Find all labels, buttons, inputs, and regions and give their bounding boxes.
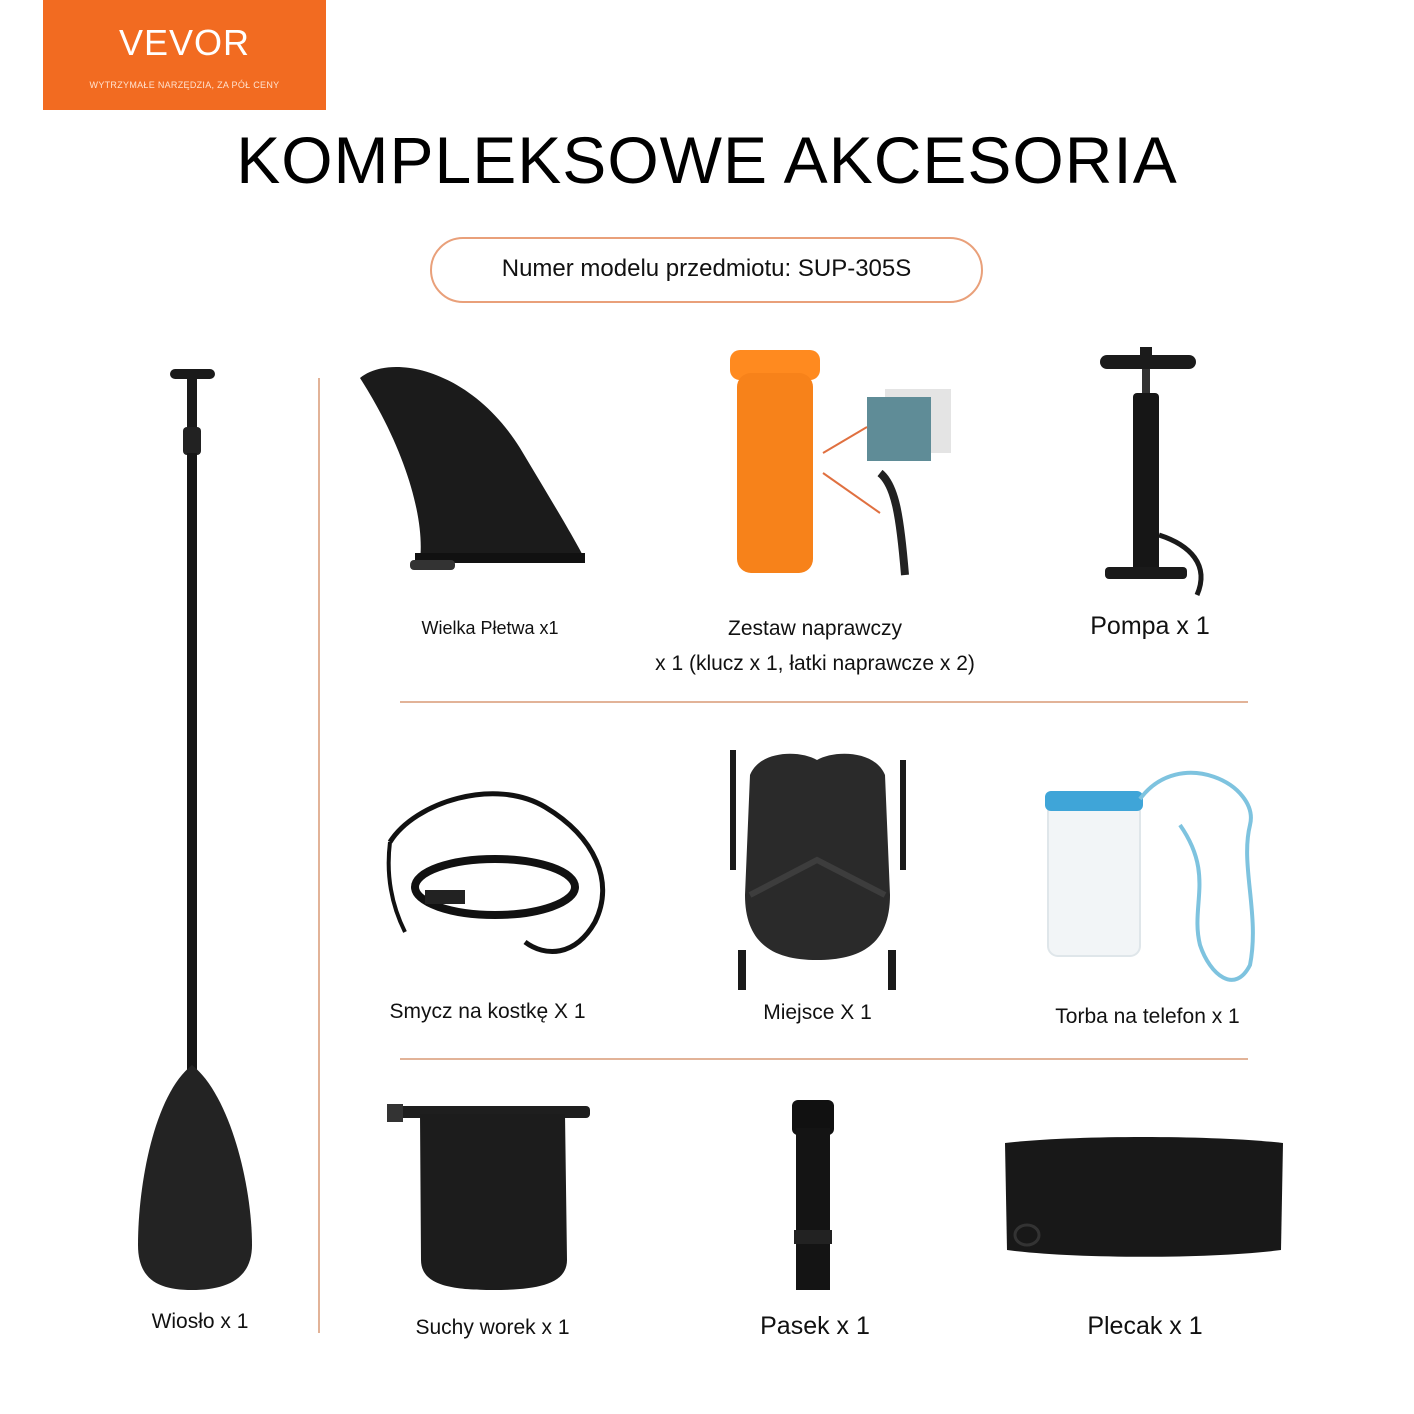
repair-kit-icon bbox=[725, 345, 955, 580]
leash-label: Smycz na kostkę X 1 bbox=[389, 1000, 586, 1023]
row-divider-1 bbox=[400, 701, 1248, 703]
paddle-label: Wiosło x 1 bbox=[151, 1310, 249, 1333]
phone-bag-label: Torba na telefon x 1 bbox=[1055, 1005, 1240, 1028]
dry-bag-label: Suchy worek x 1 bbox=[415, 1316, 570, 1339]
strap-icon bbox=[788, 1098, 838, 1293]
phone-bag-icon bbox=[1040, 765, 1265, 987]
paddle-icon bbox=[130, 365, 260, 1295]
pump-icon bbox=[1095, 345, 1225, 610]
fin-icon bbox=[350, 358, 590, 573]
row-divider-2 bbox=[400, 1058, 1248, 1060]
brand-logo-badge bbox=[43, 0, 326, 110]
pump-label: Pompa x 1 bbox=[1090, 612, 1210, 640]
strap-label: Pasek x 1 bbox=[760, 1312, 870, 1340]
page-title: KOMPLEKSOWE AKCESORIA bbox=[236, 123, 1178, 197]
leash-icon bbox=[385, 782, 620, 962]
fin-label: Wielka Płetwa x1 bbox=[421, 618, 559, 638]
brand-logo: VEVOR bbox=[118, 22, 251, 63]
repair-kit-label-line2: x 1 (klucz x 1, łatki naprawcze x 2) bbox=[655, 652, 975, 675]
seat-label: Miejsce X 1 bbox=[763, 1001, 872, 1024]
repair-kit-label-line1: Zestaw naprawczy bbox=[728, 617, 902, 640]
dry-bag-icon bbox=[385, 1100, 595, 1295]
seat-icon bbox=[720, 745, 915, 995]
backpack-icon bbox=[1003, 1135, 1285, 1260]
backpack-label: Plecak x 1 bbox=[1087, 1312, 1203, 1340]
model-number-badge: Numer modelu przedmiotu: SUP-305S bbox=[430, 237, 983, 303]
brand-tagline: WYTRZYMAŁE NARZĘDZIA, ZA PÓŁ CENY bbox=[89, 80, 280, 90]
vertical-divider bbox=[318, 378, 320, 1333]
